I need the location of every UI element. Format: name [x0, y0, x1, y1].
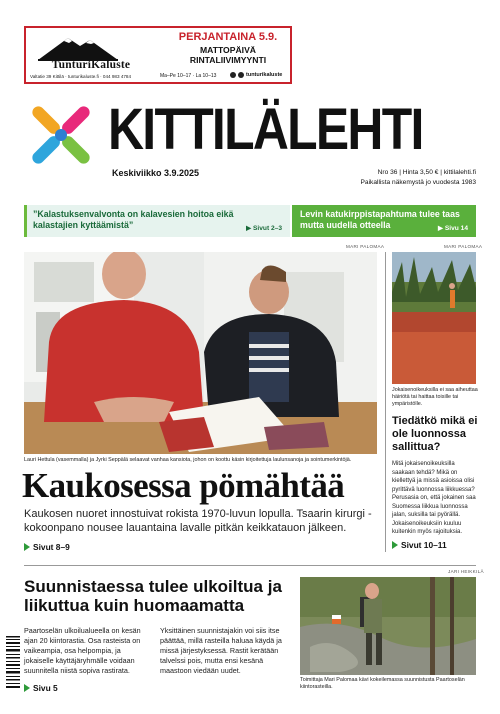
teaser-accent-bar: [24, 205, 27, 237]
main-story-pages[interactable]: [24, 542, 70, 552]
ad-social-handle: tunturikaluste: [246, 72, 283, 78]
side-story-pages[interactable]: [392, 540, 447, 550]
ad-opening-hours: Ma–Pe 10–17 · La 10–13: [160, 73, 217, 79]
ad-brand-name: TunturiKaluste: [51, 59, 131, 71]
barcode-icon: [6, 636, 20, 690]
ad-event-line-1: MATTOPÄIVÄ: [199, 45, 257, 55]
teaser-pages-label: Sivut 2–3: [253, 225, 282, 232]
ad-event-line-2: RINTALIIVIMYYNTI: [189, 55, 267, 65]
arrow-right-icon: [392, 541, 398, 549]
newspaper-logo-icon: [22, 96, 100, 174]
bottom-story-photo[interactable]: [300, 577, 476, 675]
photo-credit-bottom: JARI HEIKKILÄ: [448, 569, 484, 574]
issue-info: [361, 168, 476, 188]
bottom-headline[interactable]: Suunnistaessa tulee ulkoiltua ja liikuttua kuin huomaamatta: [24, 577, 282, 615]
arrow-right-icon: [24, 543, 30, 551]
newspaper-title: KITTILÄLEHTI: [108, 97, 423, 162]
bottom-story-column-2: Yksittäinen suunnistajakin voi siis itse päättää, millä rasteilla haluaa käydä ja missä järjestyksessä. Rastit kerätään talvelssi pois, mutta ensi kesänä maastoon viedään uudet.: [160, 626, 282, 675]
side-story-pages-label: Sivut 10–11: [401, 540, 447, 550]
bottom-story-column-1: Paartoselän ulkoilualueella on kesän ajan 20 kiintorastia. Osa rasteista on vaikeampia, osa helpompia, ja jokaiselle käyttäjäryhmälle voidaan suunnitella niistä sopiva rastirata.: [24, 626, 141, 675]
instagram-icon: [230, 72, 236, 78]
teaser-fishing[interactable]: [24, 205, 290, 237]
side-story-text: Mitä jokaisenoikeuksilla saakaan tehdä? Mikä on kiellettyä ja missä asioissa olisi pyrittävä luonnossa liikkuessa? Perusasia on, että jokainen saa Suomessa liikkua luonnossa jalan, suksilla tai pyörällä. Jokaisenoikeuksiin kuuluu kuitenkin myös rajoituksia.: [392, 461, 476, 535]
issue-date: Keskiviikko 3.9.2025: [112, 168, 200, 178]
side-headline[interactable]: Tiedätkö mikä ei ole luonnossa sallittua?: [392, 415, 478, 453]
photo-credit-side: MARI PALOMAA: [444, 244, 483, 249]
ad-date: PERJANTAINA 5.9.: [178, 31, 278, 43]
teaser-title: Levin katukirppistapahtuma tulee taas mutta uudella otteella: [300, 209, 460, 230]
bottom-story-pages[interactable]: [24, 683, 58, 693]
main-story-pages-label: Sivut 8–9: [33, 542, 70, 552]
ad-social: [230, 72, 282, 78]
issue-info-line-1: Nro 36 | Hinta 3,50 € | kittilalehti.fi: [377, 169, 476, 176]
facebook-icon: [238, 72, 244, 78]
bottom-story-pages-label: Sivu 5: [33, 683, 58, 693]
main-story-photo[interactable]: [24, 252, 377, 454]
main-headline[interactable]: Kaukosessa pömähtää: [22, 466, 345, 505]
arrow-right-icon: [24, 684, 30, 692]
teaser-pages: ▶ Sivu 14: [438, 225, 468, 232]
teaser-flea-market[interactable]: [292, 205, 476, 237]
ad-contact: Valtatie 39 Kittilä · tunturikaluste.fi · 044 983 4784: [30, 74, 132, 79]
column-divider: [385, 252, 386, 552]
advertisement-banner[interactable]: [24, 26, 292, 84]
teaser-pages-label: Sivu 14: [444, 225, 468, 232]
side-photo-caption: Jokaisenoikeuksilla ei saa aiheuttaa häiriötä tai haittaa toisille tai ympäristölle.: [392, 387, 478, 407]
bottom-photo-caption: Toimittaja Mari Palomaa kävi kokeilemassa suunnistusta Paartoselän kiintorasteilla.: [300, 677, 465, 690]
side-story-photo[interactable]: [392, 252, 476, 384]
main-lead: Kaukosen nuoret innostuivat rokista 1970-luvun lopulla. Tsaarin kirurgi -kokoonpano nousee lauantaina lavalle pitkän keikkatauon jälkeen.: [24, 508, 372, 534]
issue-info-line-2: Paikallista näkemystä jo vuodesta 1983: [360, 179, 476, 186]
section-divider: [24, 565, 476, 566]
teaser-title: ”Kalastuksenvalvonta on kalavesien hoitoa eikä kalastajien kyttäämistä”: [33, 209, 234, 230]
photo-credit-main: MARI PALOMAA: [346, 244, 385, 249]
teaser-pages: ▶ Sivut 2–3: [246, 225, 282, 232]
main-photo-caption: Lauri Hettula (vasemmalla) ja Jyrki Seppälä selaavat vanhaa kansiota, johon on koottu käsin kirjoitettuja laulunsanoja ja sointumerkintöjä.: [24, 457, 352, 463]
